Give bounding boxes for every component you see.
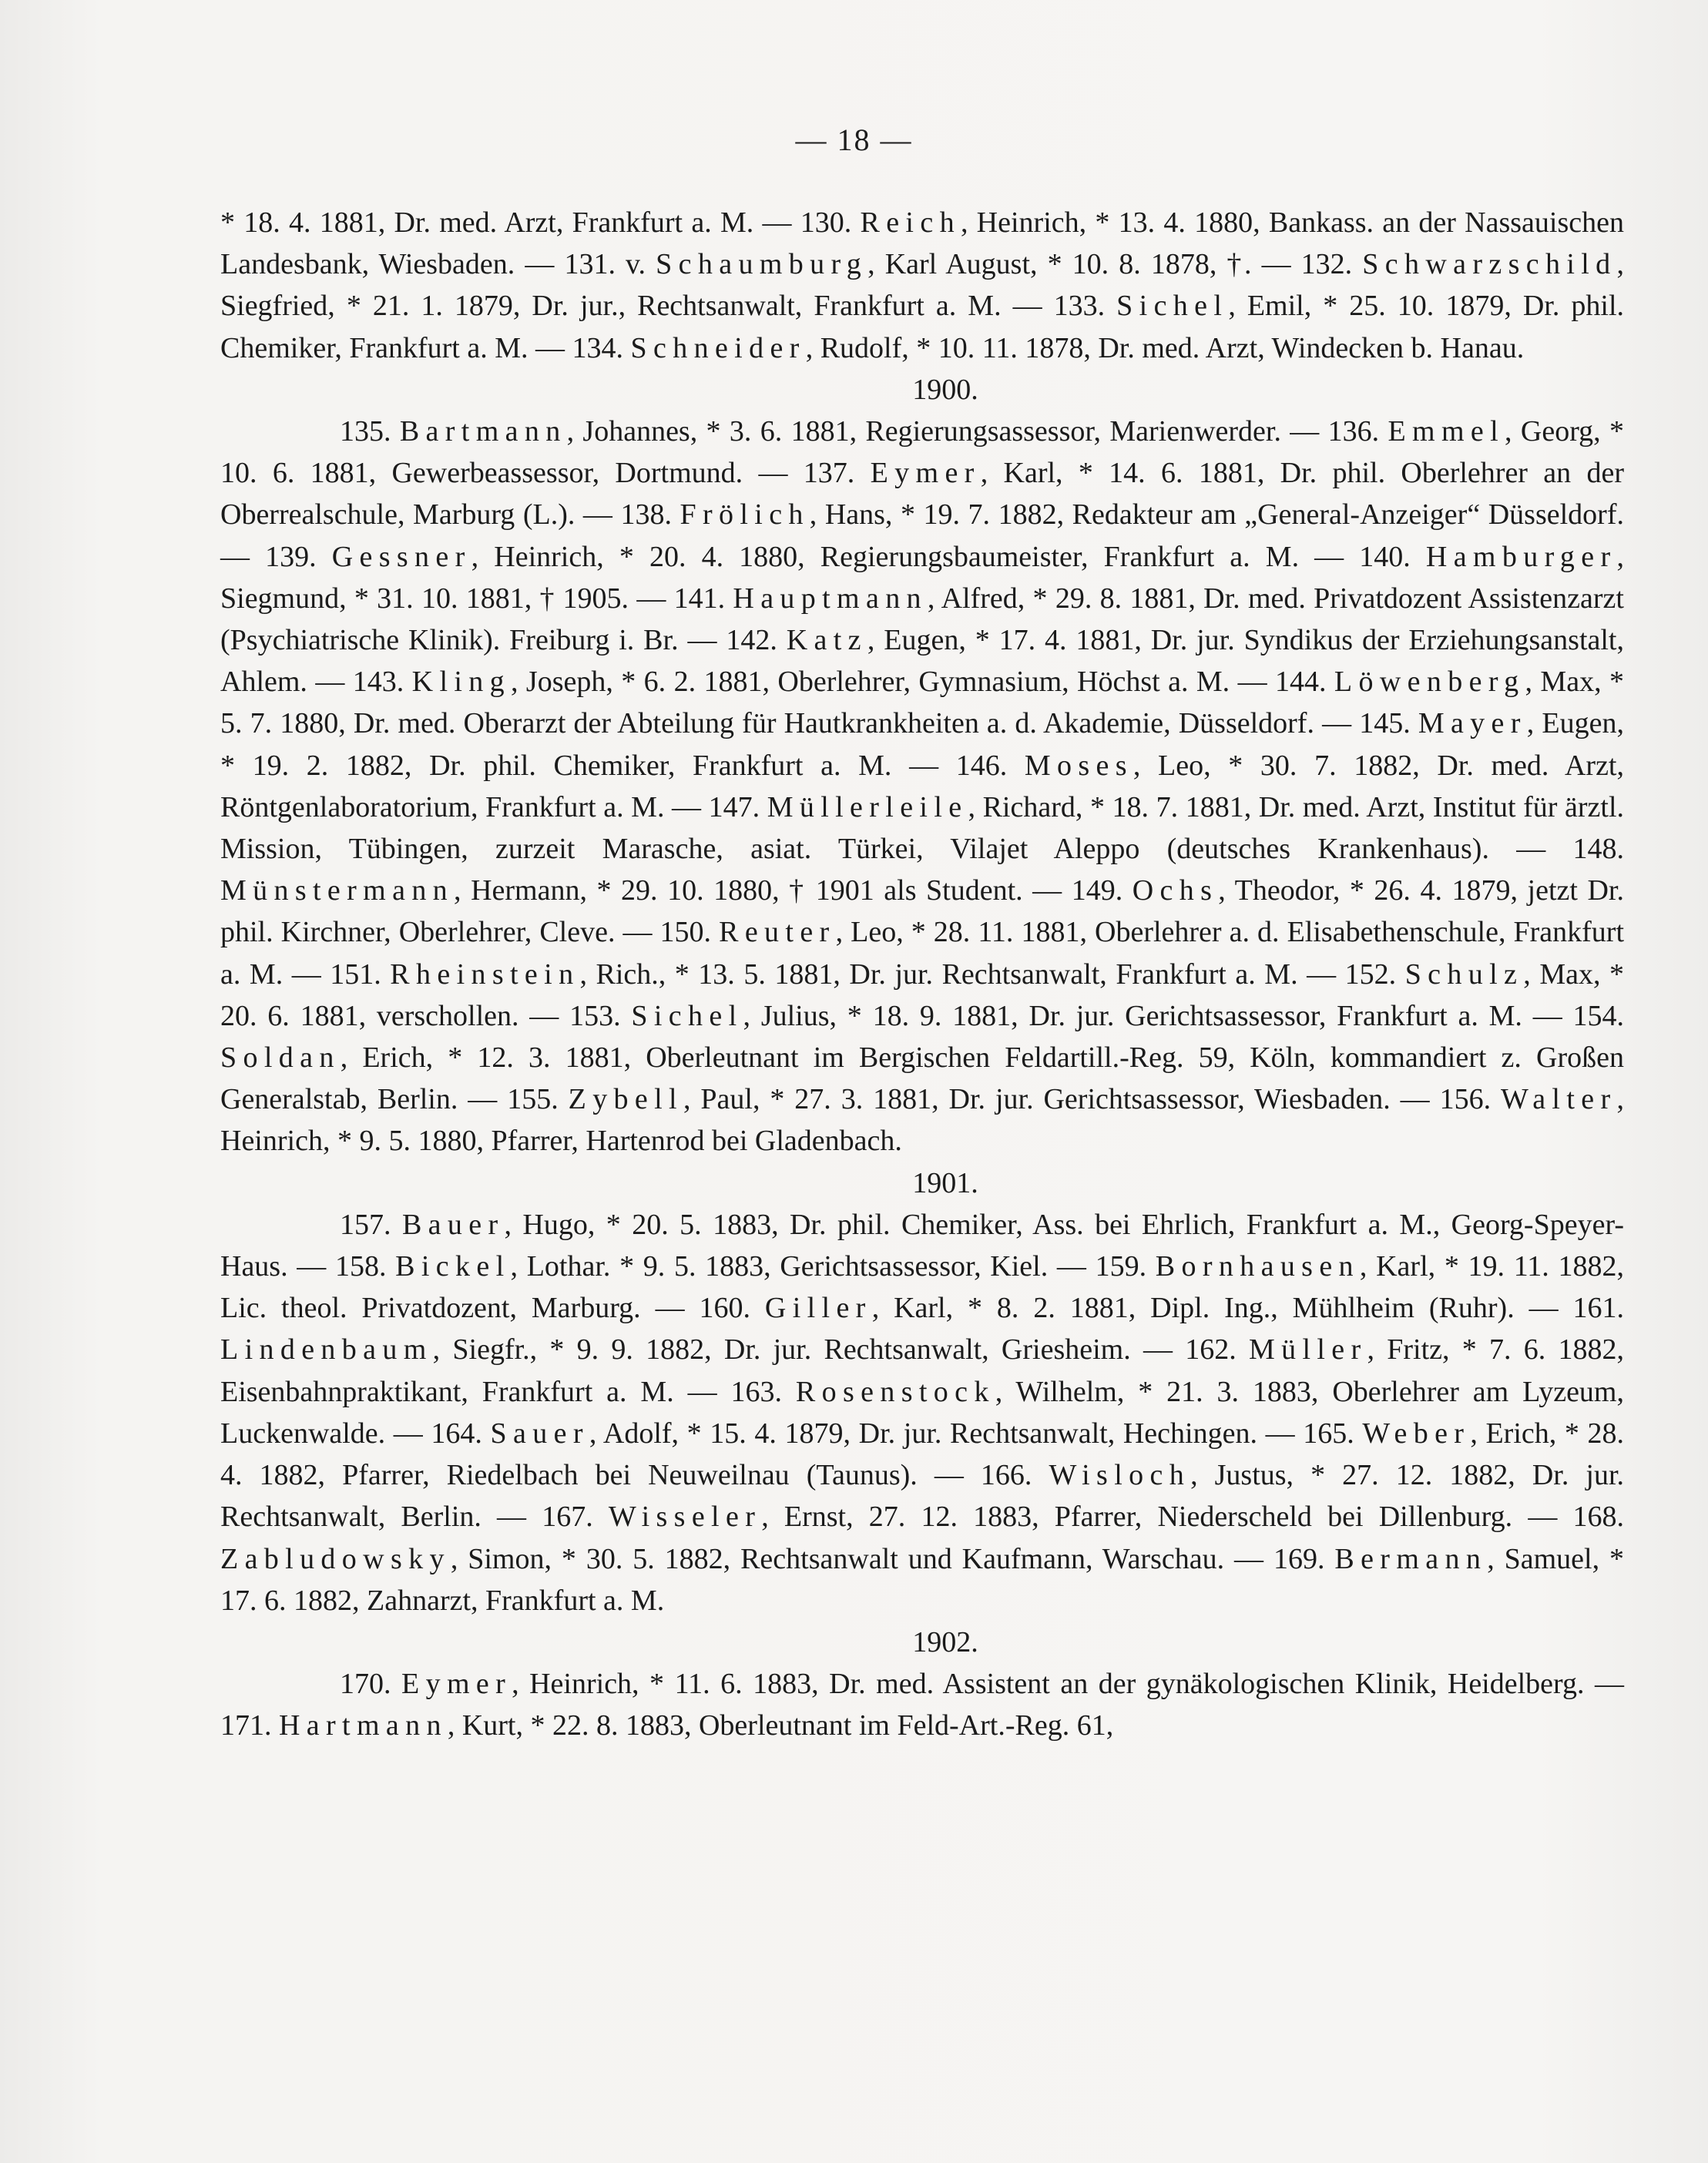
text-run: , Rudolf, * 10. 11. 1878, Dr. med. Arzt, Windecken b. Hanau.	[805, 331, 1525, 364]
entry-paragraph	[220, 202, 1624, 369]
text-run: , Heinrich, * 13. 4. 1880, Bankass. an der Nassauischen Landesbank, Wiesbaden. — 131. v.	[220, 206, 1624, 281]
text-run: , Heinrich, * 9. 5. 1880, Pfarrer, Hartenrod bei Gladenbach.	[220, 1083, 1625, 1158]
text-run: , Alfred, * 29. 8. 1881, Dr. med. Privatdozent Assistenzarzt (Psychiatrische Klinik). Freiburg i. Br. — 142.	[220, 582, 1624, 657]
text-run: , Hans, * 19. 7. 1882, Redakteur am „General-Anzeiger“ Düsseldorf. — 139.	[220, 498, 1624, 573]
person-surname: Eymer	[401, 1668, 512, 1701]
text-run: * 18. 4. 1881, Dr. med. Arzt, Frankfurt a. M. — 130.	[220, 206, 861, 239]
text-run: , Karl, * 8. 2. 1881, Dipl. Ing., Mühlheim (Ruhr). — 161.	[871, 1292, 1625, 1325]
person-surname: Walter	[1501, 1083, 1617, 1116]
person-surname: Weber	[1362, 1417, 1471, 1450]
person-surname: Müllerleile	[767, 790, 968, 823]
text-run: , Emil, * 25. 10. 1879, Dr. phil. Chemiker, Frankfurt a. M. — 134.	[220, 290, 1625, 364]
entry-paragraph	[220, 1663, 1624, 1746]
person-surname: Hauptmann	[733, 582, 928, 615]
text-run: , Siegfried, * 21. 1. 1879, Dr. jur., Rechtsanwalt, Frankfurt a. M. — 133.	[220, 248, 1625, 323]
text-run: , Eugen, * 17. 4. 1881, Dr. jur. Syndikus der Erziehungsanstalt, Ahlem. — 143.	[220, 624, 1624, 699]
text-run: , Max, * 20. 6. 1881, verschollen. — 153.	[220, 957, 1625, 1032]
person-surname: Bornhausen	[1155, 1250, 1360, 1283]
person-surname: Lindenbaum	[220, 1333, 433, 1367]
text-run: , Theodor, * 26. 4. 1879, jetzt Dr. phil. Kirchner, Oberlehrer, Cleve. — 150.	[220, 874, 1624, 949]
person-surname: Sauer	[490, 1417, 589, 1450]
text-run: , Adolf, * 15. 4. 1879, Dr. jur. Rechtsanwalt, Hechingen. — 165.	[589, 1417, 1363, 1450]
text-run: , Julius, * 18. 9. 1881, Dr. jur. Gerichtsassessor, Frankfurt a. M. — 154.	[743, 999, 1625, 1032]
person-surname: Katz	[786, 624, 867, 657]
person-surname: Bermann	[1334, 1542, 1488, 1575]
text-run: , Karl, * 19. 11. 1882, Lic. theol. Privatdozent, Marburg. — 160.	[220, 1250, 1624, 1325]
text-run: , Georg, * 10. 6. 1881, Gewerbeassessor, Dortmund. — 137.	[220, 415, 1624, 490]
person-surname: Hartmann	[279, 1709, 448, 1742]
text-run: , Kurt, * 22. 8. 1883, Oberleutnant im Feld-Art.-Reg. 61,	[447, 1709, 1114, 1742]
entry-paragraph	[220, 411, 1624, 1162]
person-surname: Bickel	[395, 1250, 511, 1283]
person-surname: Schaumburg	[656, 248, 868, 281]
person-surname: Schwarzschild	[1362, 248, 1617, 281]
person-surname: Gessner	[331, 540, 471, 573]
text-run: , Rich., * 13. 5. 1881, Dr. jur. Rechtsanwalt, Frankfurt a. M. — 152.	[579, 957, 1405, 991]
text-run: 135.	[340, 415, 400, 448]
text-run: , Karl, * 14. 6. 1881, Dr. phil. Oberlehrer an der Oberrealschule, Marburg (L.). — 138.	[220, 457, 1624, 532]
text-run: 157.	[340, 1208, 402, 1241]
text-run: , Heinrich, * 11. 6. 1883, Dr. med. Assistent an der gynäkologischen Klinik, Heidelberg. — 171.	[220, 1668, 1625, 1742]
person-surname: Reuter	[719, 916, 836, 949]
text-run: , Leo, * 30. 7. 1882, Dr. med. Arzt, Röntgenlaboratorium, Frankfurt a. M. — 147.	[220, 749, 1624, 823]
text-run: , Ernst, 27. 12. 1883, Pfarrer, Niederscheld bei Dillenburg. — 168.	[761, 1501, 1624, 1534]
person-surname: Zybell	[568, 1083, 683, 1116]
entry-paragraph	[220, 1204, 1624, 1621]
person-surname: Hamburger	[1425, 540, 1617, 573]
text-run: , Heinrich, * 20. 4. 1880, Regierungsbaumeister, Frankfurt a. M. — 140.	[471, 540, 1426, 573]
year-heading: 1902.	[912, 1625, 978, 1658]
text-run: , Leo, * 28. 11. 1881, Oberlehrer a. d. Elisabethenschule, Frankfurt a. M. — 151.	[220, 916, 1625, 991]
person-surname: Zabludowsky	[220, 1542, 451, 1575]
person-surname: Wisloch	[1049, 1459, 1191, 1492]
person-surname: Wisseler	[608, 1501, 762, 1534]
text-column	[220, 202, 1624, 1747]
person-surname: Bauer	[401, 1208, 505, 1241]
person-surname: Löwenberg	[1334, 666, 1525, 699]
person-surname: Eymer	[870, 457, 981, 490]
person-surname: Schulz	[1404, 957, 1524, 991]
text-run: , Johannes, * 3. 6. 1881, Regierungsassessor, Marienwerder. — 136.	[566, 415, 1388, 448]
person-surname: Soldan	[220, 1041, 341, 1075]
text-run: , Richard, * 18. 7. 1881, Dr. med. Arzt, Institut für ärztl. Mission, Tübingen, zurzeit Marasche, asiat. Türkei, Vilajet Aleppo (deutsches Krankenhaus). — 148.	[220, 790, 1625, 866]
text-run: , Lothar. * 9. 5. 1883, Gerichtsassessor, Kiel. — 159.	[510, 1250, 1156, 1283]
person-surname: Reich	[860, 206, 961, 239]
text-run: , Siegmund, * 31. 10. 1881, † 1905. — 141.	[220, 540, 1625, 615]
person-surname: Sichel	[1116, 290, 1229, 323]
person-surname: Rosenstock	[795, 1375, 995, 1408]
text-run: , Joseph, * 6. 2. 1881, Oberlehrer, Gymnasium, Höchst a. M. — 144.	[511, 666, 1334, 699]
text-run: , Karl August, * 10. 8. 1878, †. — 132.	[867, 248, 1363, 281]
text-run: , Wilhelm, * 21. 3. 1883, Oberlehrer am Lyzeum, Luckenwalde. — 164.	[220, 1375, 1624, 1450]
person-surname: Ochs	[1132, 874, 1219, 907]
person-surname: Kling	[411, 666, 512, 699]
page-number: — 18 —	[795, 122, 913, 157]
person-surname: Müller	[1248, 1333, 1367, 1367]
person-surname: Münstermann	[220, 874, 455, 907]
text-run: , Hermann, * 29. 10. 1880, † 1901 als Student. — 149.	[454, 874, 1133, 907]
text-run: , Simon, * 30. 5. 1882, Rechtsanwalt und Kaufmann, Warschau. — 169.	[450, 1542, 1335, 1575]
text-run: , Hugo, * 20. 5. 1883, Dr. phil. Chemiker, Ass. bei Ehrlich, Frankfurt a. M., Georg-Speyer-Haus. — 158.	[220, 1208, 1624, 1283]
text-run: , Erich, * 12. 3. 1881, Oberleutnant im Bergischen Feldartill.-Reg. 59, Köln, kommandiert z. Großen Generalstab, Berlin. — 155.	[220, 1041, 1624, 1116]
text-run: , Eugen, * 19. 2. 1882, Dr. phil. Chemiker, Frankfurt a. M. — 146.	[220, 707, 1624, 782]
person-surname: Frölich	[680, 498, 810, 532]
person-surname: Mayer	[1418, 707, 1527, 740]
person-surname: Emmel	[1388, 415, 1505, 448]
text-run: , Paul, * 27. 3. 1881, Dr. jur. Gerichtsassessor, Wiesbaden. — 156.	[683, 1083, 1502, 1116]
text-run: , Max, * 5. 7. 1880, Dr. med. Oberarzt der Abteilung für Hautkrankheiten a. d. Akademie, Düsseldorf. — 145.	[220, 666, 1624, 740]
year-heading: 1900.	[912, 373, 978, 406]
person-surname: Rheinstein	[390, 957, 580, 991]
text-run: , Fritz, * 7. 6. 1882, Eisenbahnpraktikant, Frankfurt a. M. — 163.	[220, 1333, 1624, 1408]
text-run: , Siegfr., * 9. 9. 1882, Dr. jur. Rechtsanwalt, Griesheim. — 162.	[432, 1333, 1249, 1367]
text-run: , Erich, * 28. 4. 1882, Pfarrer, Riedelbach bei Neuweilnau (Taunus). — 166.	[220, 1417, 1624, 1492]
person-surname: Bartmann	[399, 415, 567, 448]
text-run: 170.	[340, 1668, 402, 1701]
person-surname: Giller	[764, 1292, 872, 1325]
person-surname: Sichel	[631, 999, 743, 1032]
person-surname: Schneider	[630, 331, 806, 364]
person-surname: Moses	[1024, 749, 1133, 782]
text-run: , Samuel, * 17. 6. 1882, Zahnarzt, Frankfurt a. M.	[220, 1542, 1625, 1617]
year-heading: 1901.	[912, 1166, 978, 1199]
text-run: , Justus, * 27. 12. 1882, Dr. jur. Rechtsanwalt, Berlin. — 167.	[220, 1459, 1624, 1534]
